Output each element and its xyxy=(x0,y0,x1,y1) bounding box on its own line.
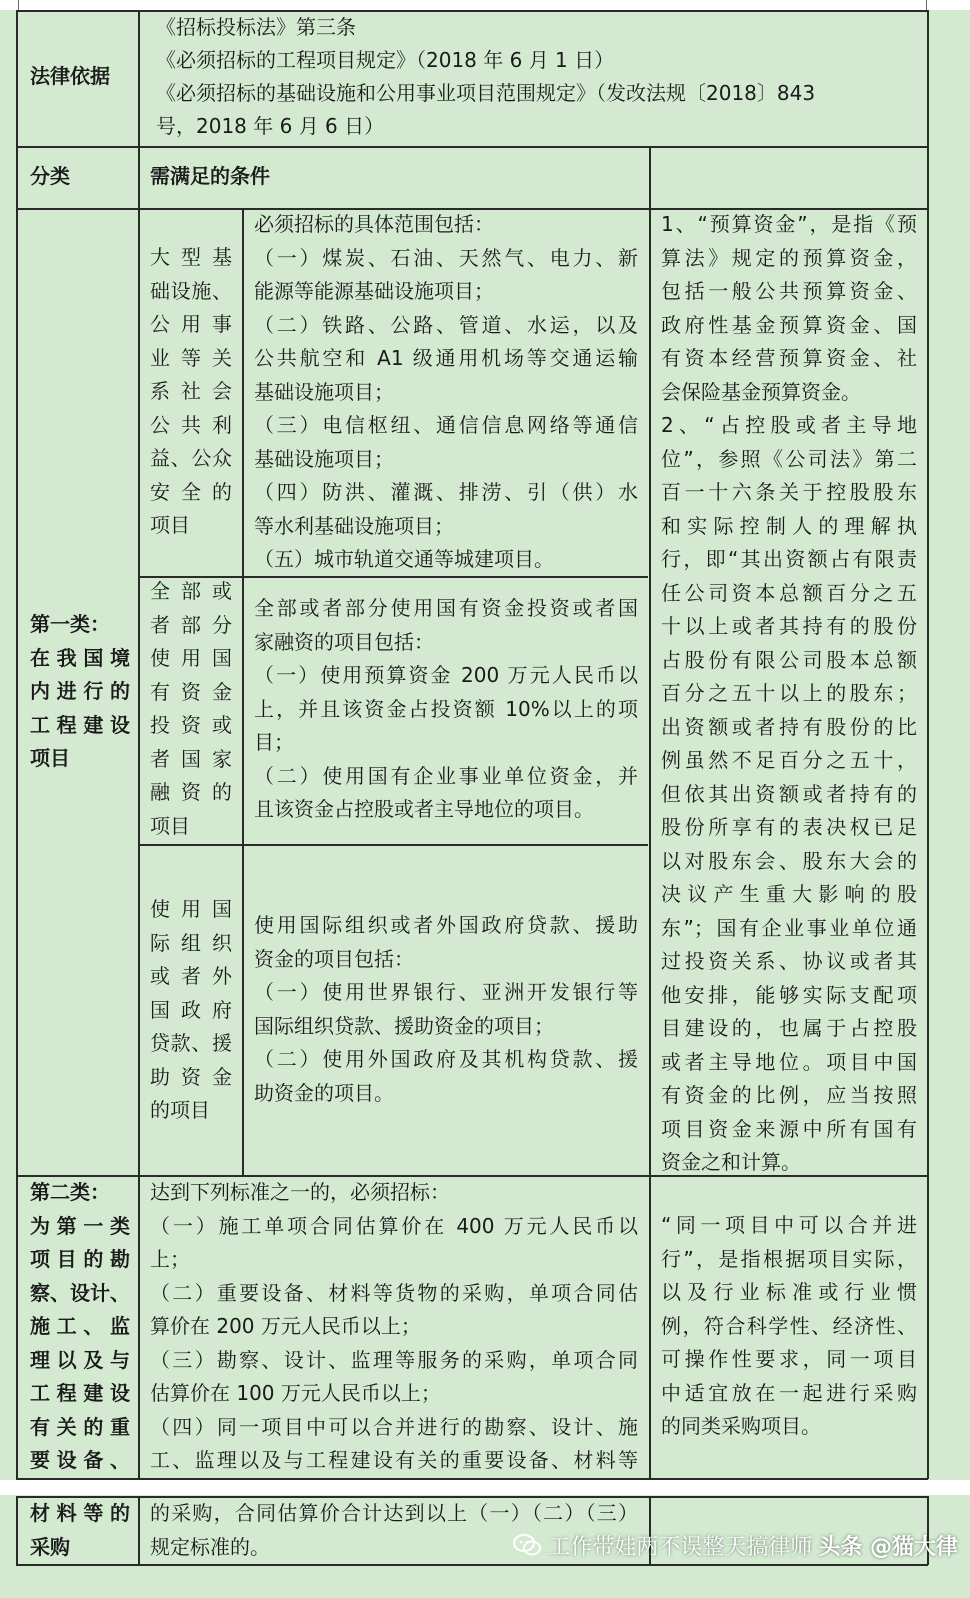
page-break xyxy=(0,1480,970,1495)
legal-basis-line: 号，2018 年 6 月 6 日） xyxy=(156,114,385,138)
class2-note: “同一项目中可以合并进 行”，是指根据项目实际， 以及行业标准或行业惯 例，符合科学性、经济性、 可操作性要求，同一项目 中适宜放在一起进行采购 的同类采购项目。 xyxy=(661,1213,917,1438)
class2-content: 达到下列标准之一的，必须招标： （一）施工单项合同估算价在 400 万元人民币以 上； （二）重要设备、材料等货物的采购，单项合同估 算价在 200 万元人民币以上； （三）勘察、设计、监理等服务的采购，单项合同 估算价在 100 万元人民币以上； （四）同一项目中可以合并进行的勘察、设计、施 工、监理以及与工程建设有关的重要设备、材料等 xyxy=(150,1180,638,1472)
grid-line xyxy=(16,146,928,148)
watermark-source: 头条 @猫大律 xyxy=(818,1534,958,1560)
watermark-text: 工作带娃两不误整天搞律师 xyxy=(548,1534,813,1560)
header-category: 分类 xyxy=(30,164,70,188)
legal-basis-content xyxy=(140,11,926,143)
class2-label: 第二类： 为第一类 项目的勘 察、设计、 施工、监 理以及与 工程建设 有关的重 要设备、 xyxy=(30,1180,130,1472)
grid-line xyxy=(927,10,929,1479)
wechat-icon xyxy=(512,1533,542,1557)
continuation-content: 的采购，合同估算价合计达到以上（一）（二）（三） 规定标准的。 xyxy=(150,1501,638,1559)
legal-basis-line: 《必须招标的基础设施和公用事业项目范围规定》（发改法规〔2018〕843 xyxy=(156,81,816,105)
class1-sub2-content: 全部或者部分使用国有资金投资或者国 家融资的项目包括： （一）使用预算资金 200 万元人民币以 上，并且该资金占投资额 10%以上的项 目； （二）使用国有企业事业单位资金，并 且该资金占控股或者主导地位的项目。 xyxy=(254,596,638,821)
watermark xyxy=(512,1525,958,1565)
grid-line xyxy=(138,844,648,846)
top-margin xyxy=(0,0,970,10)
class1-sub3-content: 使用国际组织或者外国政府贷款、援助 资金的项目包括： （一）使用世界银行、亚洲开发银行等 国际组织贷款、援助资金的项目； （二）使用外国政府及其机构贷款、援 助资金的项目。 xyxy=(254,913,638,1105)
class1-label: 第一类： 在我国境 内进行的 工程建设 项目 xyxy=(30,612,130,770)
class1-sub1-content: 必须招标的具体范围包括： （一）煤炭、石油、天然气、电力、新 能源等能源基础设施项目； （二）铁路、公路、管道、水运，以及 公共航空和 A1 级通用机场等交通运输 基础设施项目； （三）电信枢纽、通信信息网络等通信 基础设施项目； （四）防洪、灌溉、排涝、引（供）水 等水利基础设施项目； （五）城市轨道交通等城建项目。 xyxy=(254,212,638,571)
legal-basis-line: 《招标投标法》第三条 xyxy=(156,15,356,39)
class1-sub1-label: 大型基 础设施、 公用事 业等关 系社会 公共利 益、公众 安全的 项目 xyxy=(150,245,232,537)
continuation-label: 材料等的 采购 xyxy=(30,1501,130,1559)
class1-sub2-label: 全部或 者部分 使用国 有资金 投资或 者国家 融资的 项目 xyxy=(150,579,232,838)
legal-basis-line: 《必须招标的工程项目规定》（2018 年 6 月 1 日） xyxy=(156,48,615,72)
header-conditions: 需满足的条件 xyxy=(150,164,270,188)
class1-note: 1、“预算资金”，是指《预 算法》规定的预算资金， 包括一般公共预算资金、 政府性基金预算资金、国 有资本经营预算资金、社 会保险基金预算资金。 2、“占控股或者主导地 位”，参照《公司法》第二 百一十六条关于控股股东 和实际控制人的理解执 行，即“其出资额占有限责 任公司资本总额百分之五 十以上或者其持有的股份 占股份有限公司股本总额 百分之五十以上的股东； 出资额或者持有股份的比 例虽然不足百分之五十， 但依其出资额或者持有的 股份所享有的表决权已足 以对股东会、股东大会的 决议产生重大影响的股 东”；国有企业事业单位通 过投资关系、协议或者其 他安排，能够实际支配项 目建设的，也属于占控股 或者主导地位。项目中国 有资金的比例，应当按照 项目资金来源中所有国有 资金之和计算。 xyxy=(661,212,917,1174)
class1-sub3-label: 使用国 际组织 或者外 国政府 贷款、援 助资金 的项目 xyxy=(150,897,232,1122)
legal-basis-label: 法律依据 xyxy=(30,64,110,88)
